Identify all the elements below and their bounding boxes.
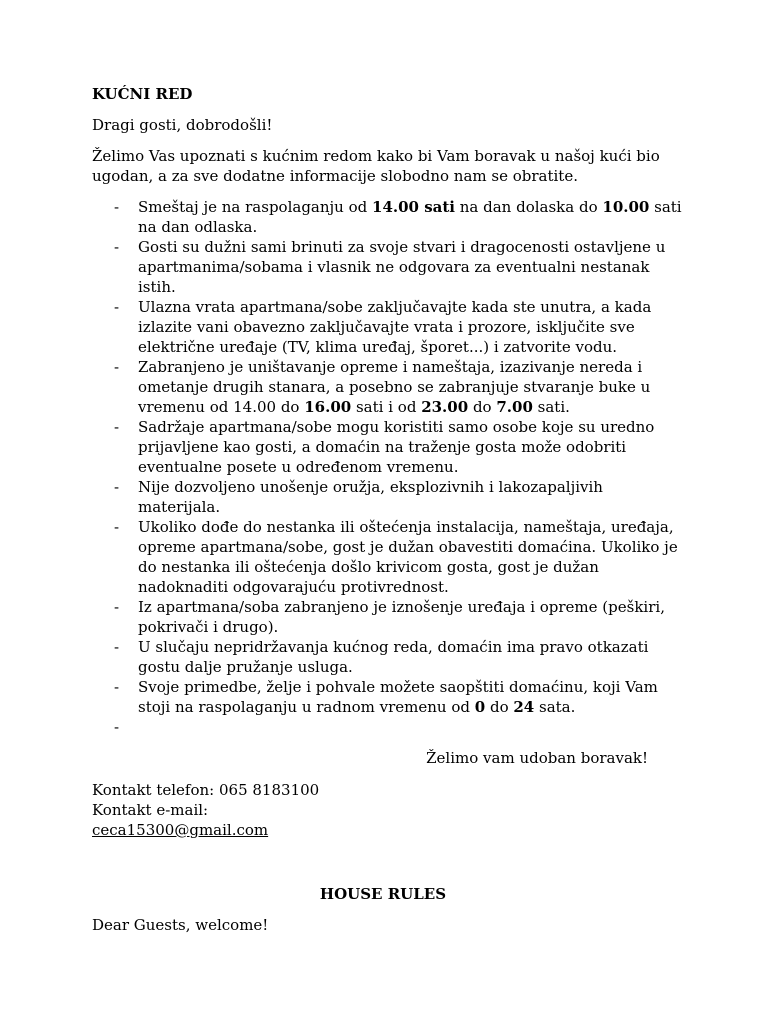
rule-item xyxy=(92,717,682,737)
rule-text: Iz apartmana/soba zabranjeno je iznošenje uređaja i opreme (peškiri, pokrivači i drugo). xyxy=(138,598,665,636)
list-dash-marker: - xyxy=(114,518,120,536)
list-dash-marker: - xyxy=(114,678,120,696)
rule-text: Zabranjeno je uništavanje opreme i nameštaja, izazivanje nereda i ometanje drugih stanara, a posebno se zabranjuje stvaranje buke u vremenu od 14.00 do xyxy=(138,358,651,416)
contact-block xyxy=(92,780,682,840)
rule-item xyxy=(92,197,682,237)
rule-text: U slučaju nepridržavanja kućnog reda, domaćin ima pravo otkazati gostu dalje pružanje usluga. xyxy=(138,638,649,676)
rule-text: sati i od xyxy=(351,398,422,416)
rule-item xyxy=(92,597,682,637)
rule-bold-text: 14.00 sati xyxy=(372,198,455,216)
rule-text: Ukoliko dođe do nestanka ili oštećenja instalacija, nameštaja, uređaja, opreme apartmana/sobe, gost je dužan obavestiti domaćina. Ukoliko je do nestanka ili oštećenja došlo krivicom gosta, gost je dužan nadoknaditi odgovarajuću protivrednost. xyxy=(138,518,678,596)
rules-list xyxy=(92,197,682,737)
rule-text: sati. xyxy=(532,398,570,416)
rule-text: do xyxy=(468,398,497,416)
rule-item xyxy=(92,517,682,597)
list-dash-marker: - xyxy=(114,358,120,376)
closing-line: Želimo vam udoban boravak! xyxy=(426,749,648,767)
rule-bold-text: 0 xyxy=(474,698,486,716)
rule-item xyxy=(92,677,682,717)
list-dash-marker: - xyxy=(114,418,120,436)
contact-phone: Kontakt telefon: 065 8183100 xyxy=(92,781,320,799)
rule-text: na dan dolaska do xyxy=(455,198,603,216)
rule-text: sata. xyxy=(534,698,576,716)
rule-item xyxy=(92,297,682,357)
rule-text: Svoje primedbe, želje i pohvale možete saopštiti domaćinu, koji Vam stoji na raspolaganju u radnom vremenu od xyxy=(138,678,658,716)
rule-text: Ulazna vrata apartmana/sobe zaključavajte kada ste unutra, a kada izlazite vani obavezno zaključavajte vrata i prozore, isključite sve električne uređaje (TV, klima uređaj, šporet...) i zatvorite vodu. xyxy=(138,298,652,356)
rule-text: Sadržaje apartmana/sobe mogu koristiti samo osobe koje su uredno prijavljene kao gosti, a domaćin na traženje gosta može odobriti eventualne posete u određenom vremenu. xyxy=(138,418,655,476)
document-page xyxy=(92,84,682,935)
english-greeting: Dear Guests, welcome! xyxy=(92,916,269,934)
rule-text: Smeštaj je na raspolaganju od xyxy=(138,198,373,216)
rule-text: Gosti su dužni sami brinuti za svoje stvari i dragocenosti ostavljene u apartmanima/sobama i vlasnik ne odgovara za eventualni nestanak istih. xyxy=(138,238,666,296)
rule-item xyxy=(92,357,682,417)
list-dash-marker: - xyxy=(114,238,120,256)
rule-bold-text: 23.00 xyxy=(421,398,469,416)
rule-item xyxy=(92,417,682,477)
list-dash-marker: - xyxy=(114,718,120,736)
rule-text: do xyxy=(485,698,514,716)
rule-item xyxy=(92,237,682,297)
contact-email-link[interactable]: ceca15300@gmail.com xyxy=(92,821,269,839)
greeting: Dragi gosti, dobrodošli! xyxy=(92,116,273,134)
intro-paragraph: Želimo Vas upoznati s kućnim redom kako bi Vam boravak u našoj kući bio ugodan, a za sve dodatne informacije slobodno nam se obratite. xyxy=(92,147,660,185)
list-dash-marker: - xyxy=(114,298,120,316)
rule-text: sati na dan odlaska. xyxy=(138,198,682,236)
rule-item xyxy=(92,477,682,517)
list-dash-marker: - xyxy=(114,598,120,616)
rule-bold-text: 24 xyxy=(513,698,535,716)
list-dash-marker: - xyxy=(114,638,120,656)
rule-bold-text: 16.00 xyxy=(304,398,352,416)
list-dash-marker: - xyxy=(114,198,120,216)
rule-bold-text: 10.00 xyxy=(602,198,650,216)
house-rules-title: HOUSE RULES xyxy=(319,885,447,903)
rule-text: Nije dozvoljeno unošenje oružja, eksplozivnih i lakozapaljivih materijala. xyxy=(138,478,603,516)
list-dash-marker: - xyxy=(114,478,120,496)
document-title: KUĆNI RED xyxy=(92,85,193,103)
contact-email-label: Kontakt e-mail: xyxy=(92,801,209,819)
rule-bold-text: 7.00 xyxy=(496,398,533,416)
rule-item xyxy=(92,637,682,677)
